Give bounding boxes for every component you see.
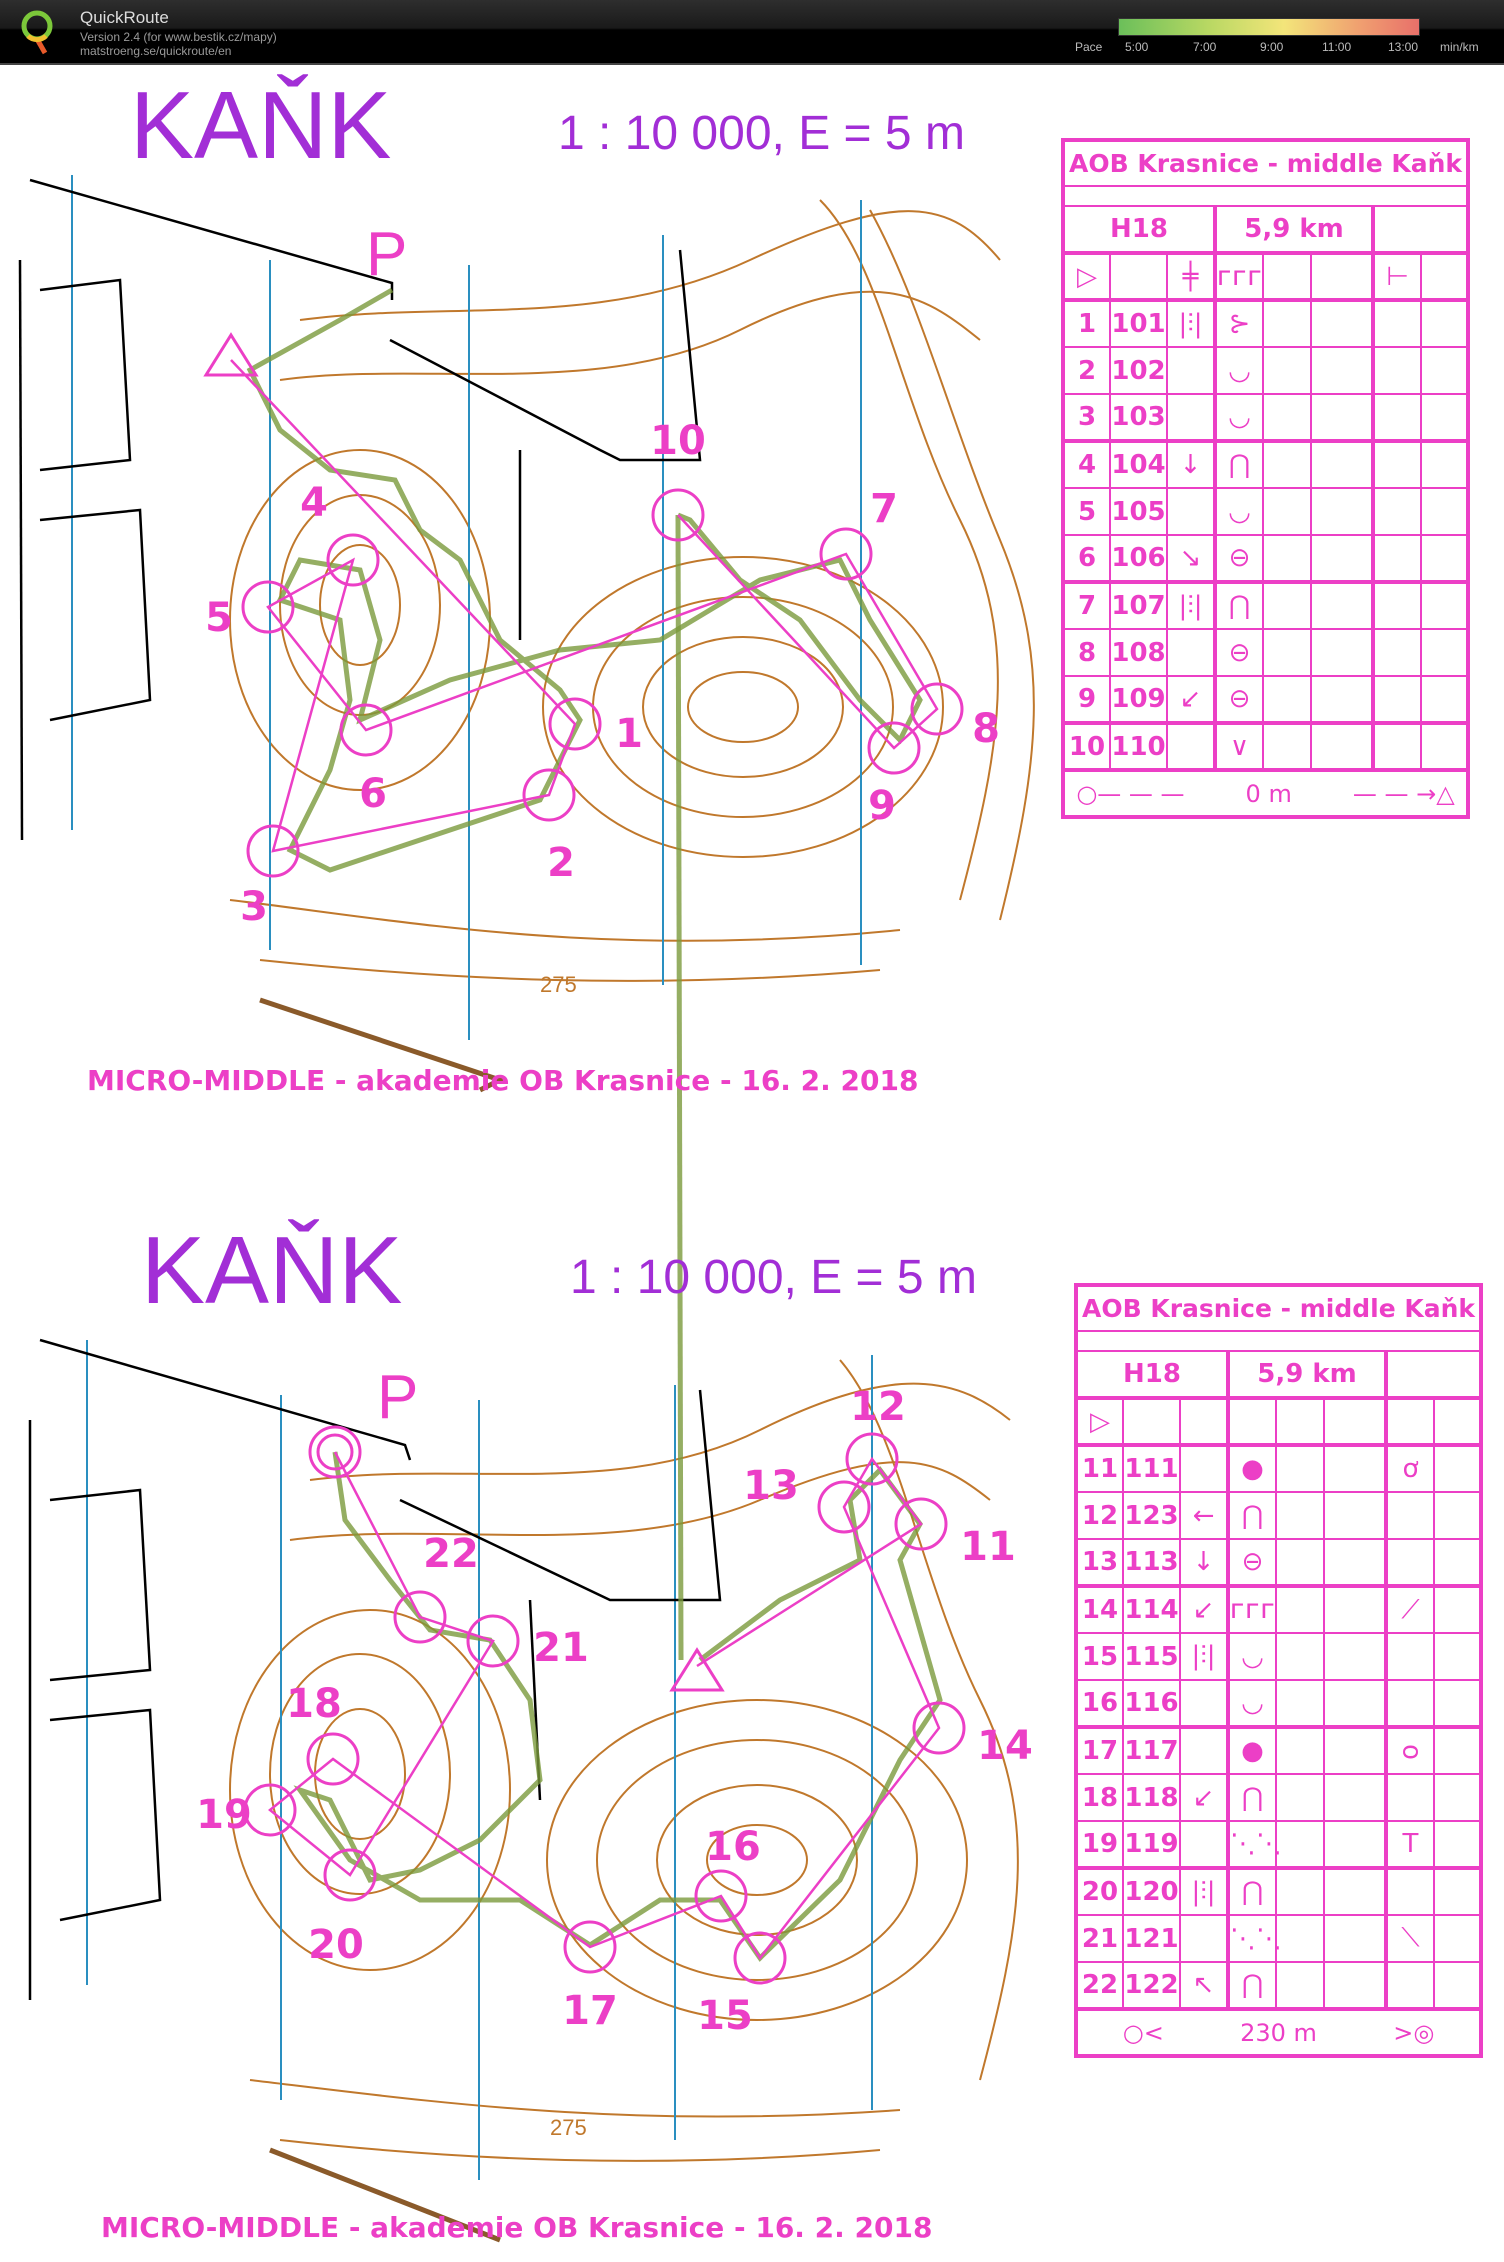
- control-number: 9: [1063, 676, 1110, 723]
- control-number: 18: [1076, 1774, 1123, 1821]
- control-row: [1063, 676, 1468, 723]
- climb-cell: [1386, 1351, 1481, 1398]
- control-row: [1063, 441, 1468, 488]
- control-number: 20: [1076, 1868, 1123, 1915]
- control-code: 117: [1123, 1727, 1180, 1774]
- control-code: 110: [1110, 723, 1167, 770]
- which-feature-icon: [1167, 394, 1215, 441]
- location-icon: [1373, 629, 1421, 676]
- location-icon: [1386, 1539, 1434, 1586]
- control-number: 10: [650, 418, 706, 464]
- course-class: H18: [1076, 1351, 1228, 1398]
- start-triangle-icon: ▷: [1063, 253, 1110, 300]
- blank-row: [1063, 186, 1468, 206]
- feature-icon: ⋱⋱: [1228, 1821, 1276, 1868]
- which-feature-icon: |⫶|: [1180, 1868, 1228, 1915]
- control-description-sheet: [1074, 1283, 1483, 2058]
- control-code: 118: [1123, 1774, 1180, 1821]
- which-feature-icon: [1167, 488, 1215, 535]
- gps-track[interactable]: [250, 290, 940, 1958]
- location-icon: T: [1386, 1821, 1434, 1868]
- control-row: [1076, 1586, 1481, 1633]
- location-icon: [1373, 347, 1421, 394]
- course-class: H18: [1063, 206, 1215, 253]
- feature-icon: ∨: [1215, 723, 1263, 770]
- contour-label: 275: [550, 2115, 587, 2140]
- climb-cell: [1373, 206, 1468, 253]
- control-number: 21: [1076, 1915, 1123, 1962]
- control-number: 4: [1063, 441, 1110, 488]
- control-number: 16: [1076, 1680, 1123, 1727]
- pace-tick: 11:00: [1322, 40, 1352, 54]
- control-number: 8: [1063, 629, 1110, 676]
- feature-icon: ◡: [1215, 394, 1263, 441]
- pace-tick: 7:00: [1193, 40, 1217, 54]
- control-code: 113: [1123, 1539, 1180, 1586]
- control-number: 15: [1076, 1633, 1123, 1680]
- control-number: 22: [1076, 1962, 1123, 2009]
- control-number: 1: [615, 711, 643, 757]
- feature-icon: ⋂: [1228, 1868, 1276, 1915]
- control-code: 108: [1110, 629, 1167, 676]
- finish-distance: ○< 230 m >◎: [1076, 2009, 1481, 2056]
- control-code: 104: [1110, 441, 1167, 488]
- control-number: 4: [300, 480, 328, 526]
- which-feature-icon: [1180, 1915, 1228, 1962]
- control-row: [1076, 1962, 1481, 2009]
- control-number: 7: [1063, 582, 1110, 629]
- which-feature-icon: ↙: [1180, 1774, 1228, 1821]
- location-icon: [1373, 535, 1421, 582]
- control-number: 11: [1076, 1445, 1123, 1492]
- app-name: QuickRoute: [80, 8, 169, 27]
- which-feature-icon: ↖: [1180, 1962, 1228, 2009]
- version-text: Version 2.4 (for www.bestik.cz/mapy): [80, 30, 277, 44]
- which-feature-icon: [1167, 723, 1215, 770]
- control-row: [1076, 1680, 1481, 1727]
- control-number: 6: [1063, 535, 1110, 582]
- map-title: KAŇK: [130, 72, 392, 179]
- which-feature-icon: [1180, 1821, 1228, 1868]
- control-number: 15: [697, 1993, 753, 2039]
- feature-icon: ●: [1228, 1445, 1276, 1492]
- control-row: [1076, 1774, 1481, 1821]
- control-row: [1076, 1633, 1481, 1680]
- feature-icon: ⋂: [1228, 1492, 1276, 1539]
- feature-icon: ⋂: [1215, 582, 1263, 629]
- location-icon: [1386, 1774, 1434, 1821]
- control-code: 109: [1110, 676, 1167, 723]
- control-row: [1076, 1727, 1481, 1774]
- course-length: 5,9 km: [1228, 1351, 1386, 1398]
- control-code: 115: [1123, 1633, 1180, 1680]
- control-code: 122: [1123, 1962, 1180, 2009]
- location-icon: [1373, 676, 1421, 723]
- control-number: 13: [1076, 1539, 1123, 1586]
- feature-icon: ᴦᴦᴦ: [1228, 1586, 1276, 1633]
- location-icon: [1386, 1492, 1434, 1539]
- location-icon: [1386, 1962, 1434, 2009]
- location-icon: ᴑ: [1386, 1727, 1434, 1774]
- control-row: [1076, 1445, 1481, 1492]
- control-code: 105: [1110, 488, 1167, 535]
- control-number: 18: [286, 1681, 342, 1727]
- control-row: [1063, 723, 1468, 770]
- control-code: 120: [1123, 1868, 1180, 1915]
- control-code: 116: [1123, 1680, 1180, 1727]
- control-number: 8: [972, 706, 1000, 752]
- control-number: 22: [423, 1531, 479, 1577]
- feature-icon: ◡: [1228, 1633, 1276, 1680]
- start-feature-icon: [1180, 1398, 1228, 1445]
- control-code: 119: [1123, 1821, 1180, 1868]
- which-feature-icon: ↙: [1167, 676, 1215, 723]
- control-number: 5: [1063, 488, 1110, 535]
- control-code: 114: [1123, 1586, 1180, 1633]
- location-icon: ⟍: [1386, 1915, 1434, 1962]
- north-lines: [72, 175, 872, 2180]
- pace-unit: min/km: [1440, 40, 1479, 54]
- control-code: 101: [1110, 300, 1167, 347]
- start-feature-icon: ᴦᴦᴦ: [1215, 253, 1263, 300]
- control-code: 123: [1123, 1492, 1180, 1539]
- location-icon: [1386, 1868, 1434, 1915]
- control-row: [1076, 1915, 1481, 1962]
- control-row: [1063, 629, 1468, 676]
- location-icon: [1373, 441, 1421, 488]
- map-scale: 1 : 10 000, E = 5 m: [570, 1251, 977, 1304]
- feature-icon: ⊖: [1215, 535, 1263, 582]
- control-number: 11: [960, 1524, 1016, 1570]
- location-icon: [1373, 394, 1421, 441]
- feature-icon: ◡: [1215, 347, 1263, 394]
- which-feature-icon: [1167, 347, 1215, 394]
- feature-icon: ⊱: [1215, 300, 1263, 347]
- control-row: [1063, 535, 1468, 582]
- control-number: 21: [533, 1625, 589, 1671]
- which-feature-icon: [1180, 1680, 1228, 1727]
- start-detail-icon: ⊢: [1373, 253, 1421, 300]
- control-number: 5: [205, 595, 233, 641]
- control-code: 103: [1110, 394, 1167, 441]
- map-footer: MICRO-MIDDLE - akademie OB Krasnice - 16. 2. 2018: [101, 2211, 933, 2244]
- control-number: 6: [359, 771, 387, 817]
- which-feature-icon: ←: [1180, 1492, 1228, 1539]
- feature-icon: ⋂: [1228, 1774, 1276, 1821]
- which-feature-icon: ↓: [1180, 1539, 1228, 1586]
- control-row: [1076, 1821, 1481, 1868]
- which-feature-icon: ↙: [1180, 1586, 1228, 1633]
- event-name: AOB Krasnice - middle Kaňk: [1076, 1285, 1481, 1331]
- feature-icon: ⊖: [1215, 676, 1263, 723]
- pace-tick: 5:00: [1125, 40, 1149, 54]
- map-title: KAŇK: [141, 1217, 403, 1324]
- pace-tick: 13:00: [1388, 40, 1419, 54]
- control-number: 1: [1063, 300, 1110, 347]
- which-feature-icon: ↘: [1167, 535, 1215, 582]
- location-icon: ⟋: [1386, 1586, 1434, 1633]
- feature-icon: ⋂: [1228, 1962, 1276, 2009]
- contours: [230, 200, 1034, 2161]
- feature-icon: ◡: [1215, 488, 1263, 535]
- control-code: 111: [1123, 1445, 1180, 1492]
- control-number: 3: [1063, 394, 1110, 441]
- control-number: 13: [743, 1463, 799, 1509]
- feature-icon: ⊖: [1228, 1539, 1276, 1586]
- control-row: [1063, 488, 1468, 535]
- control-row: [1076, 1492, 1481, 1539]
- map-footer: MICRO-MIDDLE - akademie OB Krasnice - 16. 2. 2018: [87, 1064, 919, 1097]
- start-feature-icon: ╪: [1167, 253, 1215, 300]
- control-row: [1063, 347, 1468, 394]
- control-description-sheet: [1061, 138, 1470, 819]
- location-icon: [1373, 582, 1421, 629]
- location-icon: [1386, 1680, 1434, 1727]
- location-icon: [1373, 300, 1421, 347]
- control-number: 14: [977, 1723, 1033, 1769]
- control-number: 12: [850, 1384, 906, 1430]
- location-icon: [1386, 1633, 1434, 1680]
- control-code: 106: [1110, 535, 1167, 582]
- control-row: [1076, 1868, 1481, 1915]
- feature-icon: ⋱⋱: [1228, 1915, 1276, 1962]
- location-icon: [1373, 488, 1421, 535]
- which-feature-icon: |⫶|: [1167, 300, 1215, 347]
- control-number: 17: [562, 1988, 618, 2034]
- which-feature-icon: |⫶|: [1167, 582, 1215, 629]
- map-scale: 1 : 10 000, E = 5 m: [558, 107, 965, 160]
- control-row: [1063, 300, 1468, 347]
- finish-distance: ○— — — 0 m — — →△: [1063, 770, 1468, 817]
- event-name: AOB Krasnice - middle Kaňk: [1063, 140, 1468, 186]
- which-feature-icon: |⫶|: [1180, 1633, 1228, 1680]
- parking-label: P: [366, 220, 408, 289]
- control-number: 2: [1063, 347, 1110, 394]
- pace-label: Pace: [1075, 40, 1103, 54]
- feature-icon: ⊖: [1215, 629, 1263, 676]
- blank-row: [1076, 1331, 1481, 1351]
- control-number: 7: [870, 486, 898, 532]
- start-triangle-icon: ▷: [1076, 1398, 1123, 1445]
- control-row: [1063, 394, 1468, 441]
- course-length: 5,9 km: [1215, 206, 1373, 253]
- control-number: 19: [1076, 1821, 1123, 1868]
- control-number: 2: [547, 840, 575, 886]
- feature-icon: ●: [1228, 1727, 1276, 1774]
- feature-icon: ◡: [1228, 1680, 1276, 1727]
- location-icon: ơ: [1386, 1445, 1434, 1492]
- control-row: [1076, 1539, 1481, 1586]
- control-code: 107: [1110, 582, 1167, 629]
- start-detail-icon: [1386, 1398, 1434, 1445]
- start-feature-icon: [1228, 1398, 1276, 1445]
- control-row: [1063, 582, 1468, 629]
- parking-label: P: [377, 1363, 419, 1432]
- which-feature-icon: [1180, 1445, 1228, 1492]
- control-number: 20: [308, 1922, 364, 1968]
- control-number: 19: [196, 1792, 252, 1838]
- which-feature-icon: [1167, 629, 1215, 676]
- control-number: 16: [705, 1824, 761, 1870]
- which-feature-icon: [1180, 1727, 1228, 1774]
- contour-label: 275: [540, 972, 577, 997]
- control-number: 14: [1076, 1586, 1123, 1633]
- feature-icon: ⋂: [1215, 441, 1263, 488]
- pace-tick: 9:00: [1260, 40, 1284, 54]
- control-code: 121: [1123, 1915, 1180, 1962]
- app-url[interactable]: matstroeng.se/quickroute/en: [80, 44, 232, 58]
- which-feature-icon: ↓: [1167, 441, 1215, 488]
- control-number: 9: [868, 783, 896, 829]
- control-number: 3: [240, 884, 268, 930]
- control-number: 17: [1076, 1727, 1123, 1774]
- location-icon: [1373, 723, 1421, 770]
- control-number: 12: [1076, 1492, 1123, 1539]
- control-code: 102: [1110, 347, 1167, 394]
- control-number: 10: [1063, 723, 1110, 770]
